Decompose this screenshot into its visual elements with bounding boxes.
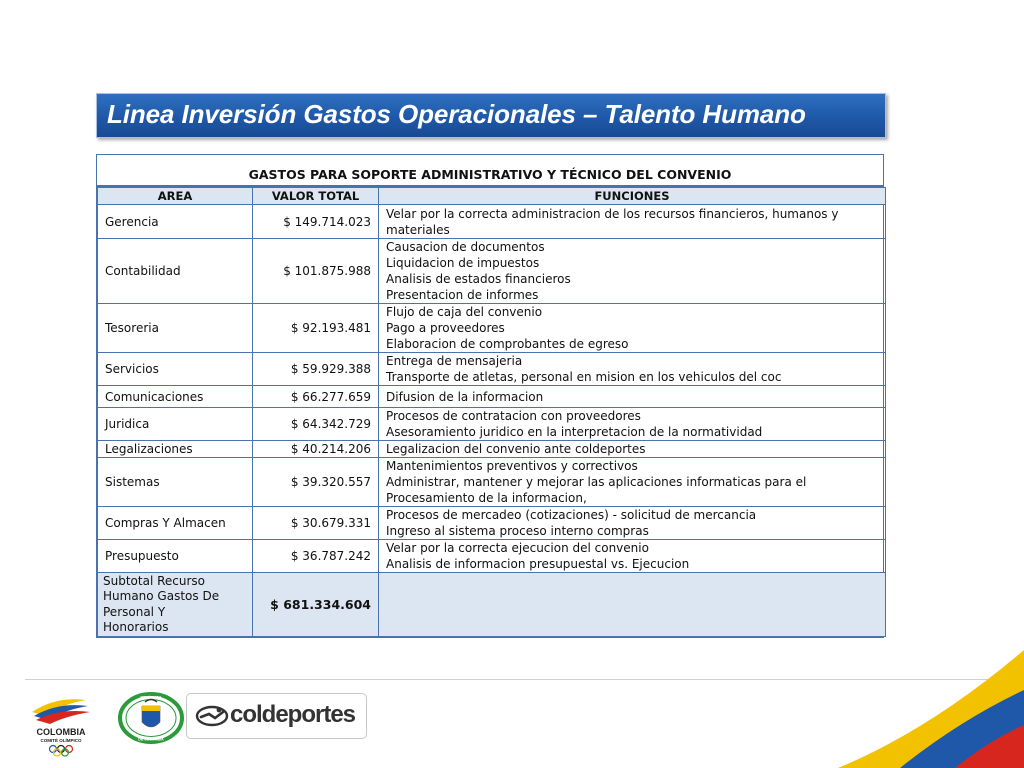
funcion-line: Ingreso al sistema proceso interno compras — [386, 524, 649, 538]
row-area: Compras Y Almacen — [98, 507, 253, 540]
funcion-line: materiales — [386, 222, 450, 237]
colombia-olympic-logo — [26, 690, 96, 760]
escudo-logo-top: REPÚBLICA — [140, 695, 162, 700]
table-row — [98, 304, 886, 353]
row-area: Presupuesto — [98, 540, 253, 573]
colombia-coat-of-arms-logo — [118, 692, 184, 744]
funcion-line: Legalizacion del convenio ante coldeportes — [386, 442, 646, 456]
subtotal-label-line: Personal Y — [103, 604, 166, 619]
row-valor: $ 40.214.206 — [253, 441, 379, 458]
row-area: Legalizaciones — [98, 441, 253, 458]
subtotal-value: $ 681.334.604 — [253, 573, 379, 637]
row-valor: $ 36.787.242 — [253, 540, 379, 573]
table-row — [98, 408, 886, 441]
funcion-line: Administrar, mantener y mejorar las aplicaciones informaticas para el — [386, 475, 807, 489]
row-valor: $ 64.342.729 — [253, 408, 379, 441]
coldeportes-logo-text: coldeportes — [230, 701, 356, 728]
row-valor: $ 92.193.481 — [253, 304, 379, 353]
slide-title: Linea Inversión Gastos Operacionales – Talento Humano — [107, 99, 806, 129]
funcion-line: Procesos de contratacion con proveedores — [386, 409, 641, 423]
escudo-logo-bottom: DE COLOMBIA — [138, 737, 164, 742]
row-valor: $ 149.714.023 — [253, 205, 379, 239]
row-area: Juridica — [98, 408, 253, 441]
row-valor: $ 59.929.388 — [253, 353, 379, 386]
coldeportes-runner-icon — [195, 704, 229, 728]
row-funciones — [379, 353, 886, 386]
table-row — [98, 386, 886, 408]
row-funciones — [379, 304, 886, 353]
funcion-line: Causacion de documentos — [386, 240, 545, 254]
column-header-area: AREA — [98, 188, 253, 205]
subtotal-label-line: Subtotal Recurso — [103, 573, 206, 588]
coldeportes-logo — [186, 693, 367, 739]
row-valor: $ 30.679.331 — [253, 507, 379, 540]
row-funciones — [379, 458, 886, 507]
funcion-line: Transporte de atletas, personal en mision en los vehiculos del coc — [386, 370, 782, 384]
table-row — [98, 507, 886, 540]
subtotal-label-line: Humano Gastos De — [103, 589, 220, 603]
table-main-header: GASTOS PARA SOPORTE ADMINISTRATIVO Y TÉCNICO DEL CONVENIO — [97, 155, 883, 187]
subtotal-label — [98, 573, 253, 637]
row-funciones — [379, 386, 886, 408]
footer-divider — [25, 679, 1000, 680]
row-funciones — [379, 408, 886, 441]
colombia-logo-line2: COMITÉ OLÍMPICO — [40, 738, 82, 743]
row-area: Servicios — [98, 353, 253, 386]
funcion-line: Presentacion de informes — [386, 288, 539, 302]
table-row — [98, 540, 886, 573]
funcion-line: Analisis de estados financieros — [386, 272, 571, 286]
funcion-line: Velar por la correcta administracion de los recursos financieros, humanos y — [386, 206, 839, 221]
row-funciones — [379, 239, 886, 304]
row-area: Contabilidad — [98, 239, 253, 304]
funcion-line: Procesos de mercadeo (cotizaciones) - solicitud de mercancia — [386, 508, 757, 522]
funcion-line: Elaboracion de comprobantes de egreso — [386, 337, 629, 351]
funcion-line: Mantenimientos preventivos y correctivos — [386, 459, 638, 473]
table-row — [98, 353, 886, 386]
row-area: Gerencia — [98, 205, 253, 239]
slide-title-bar — [96, 93, 886, 138]
expense-table-container — [96, 154, 884, 638]
expense-table — [97, 187, 886, 637]
row-area: Tesoreria — [98, 304, 253, 353]
table-row — [98, 441, 886, 458]
row-area: Comunicaciones — [98, 386, 253, 408]
row-funciones — [379, 441, 886, 458]
row-funciones — [379, 507, 886, 540]
column-header-valor: VALOR TOTAL — [253, 188, 379, 205]
row-funciones — [379, 205, 886, 239]
row-valor: $ 101.875.988 — [253, 239, 379, 304]
row-area: Sistemas — [98, 458, 253, 507]
subtotal-funciones-empty — [379, 573, 886, 637]
funcion-line: Analisis de informacion presupuestal vs. Ejecucion — [386, 557, 690, 571]
column-header-funciones: FUNCIONES — [379, 188, 886, 205]
funcion-line: Entrega de mensajeria — [386, 354, 523, 368]
funcion-line: Liquidacion de impuestos — [386, 256, 540, 270]
subtotal-label-line: Honorarios — [103, 620, 169, 634]
funcion-line: Flujo de caja del convenio — [386, 305, 543, 319]
row-funciones — [379, 540, 886, 573]
row-valor: $ 66.277.659 — [253, 386, 379, 408]
funcion-line: Pago a proveedores — [386, 321, 505, 335]
table-column-headers — [98, 188, 886, 205]
funcion-line: Asesoramiento juridico en la interpretacion de la normatividad — [386, 425, 763, 439]
funcion-line: Velar por la correcta ejecucion del convenio — [386, 541, 649, 555]
funcion-line: Procesamiento de la informacion, — [386, 491, 587, 505]
colombia-logo-line1: COLOMBIA — [36, 727, 86, 737]
subtotal-row — [98, 573, 886, 637]
table-row — [98, 458, 886, 507]
table-row — [98, 239, 886, 304]
row-valor: $ 39.320.557 — [253, 458, 379, 507]
table-row — [98, 205, 886, 239]
funcion-line: Difusion de la informacion — [386, 389, 544, 404]
